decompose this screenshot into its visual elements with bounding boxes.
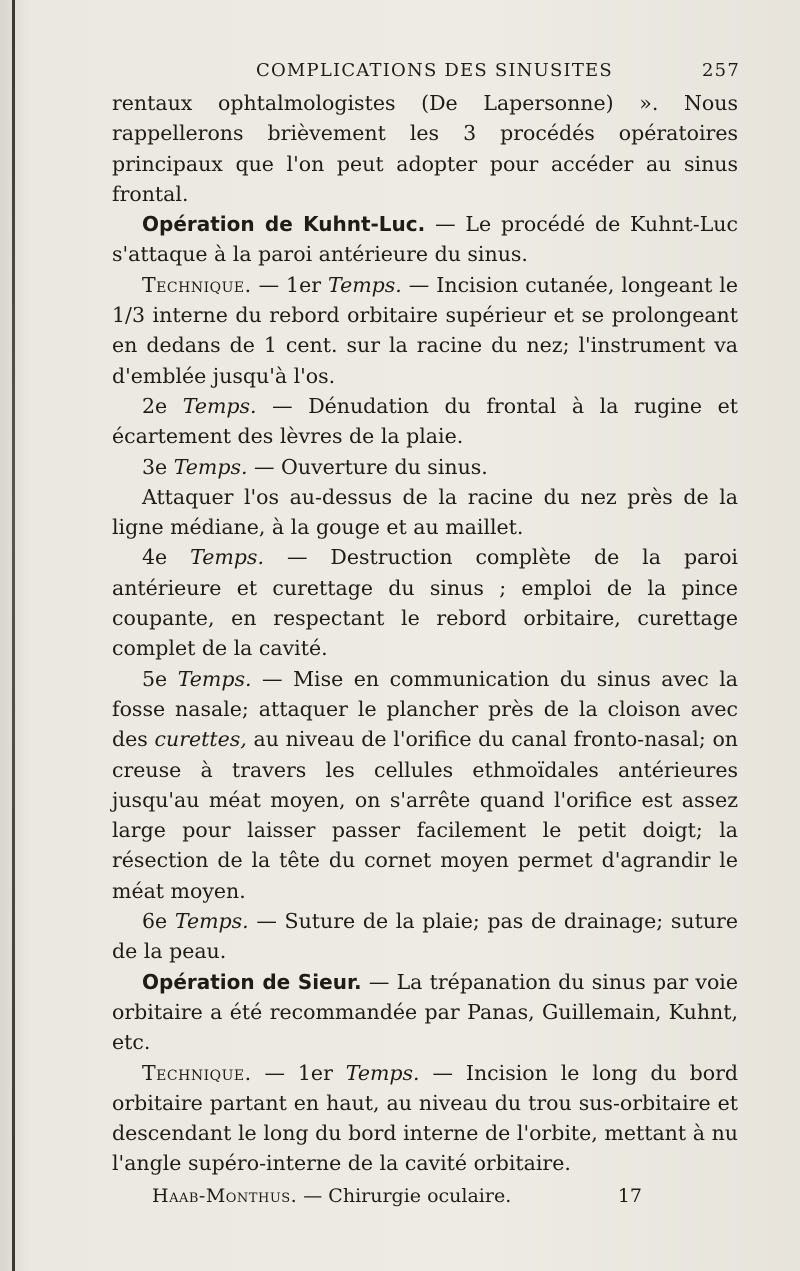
step-label: Temps. — [328, 272, 402, 297]
page-number: 257 — [702, 60, 740, 81]
paragraph-attaquer: Attaquer l'os au-dessus de la racine du nez près de la ligne médiane, à la gouge et au maillet. — [112, 484, 738, 540]
paragraph-technique-1 — [112, 270, 738, 391]
paragraph-sieur — [112, 967, 738, 1058]
paragraph-temps-2 — [112, 391, 738, 452]
paragraph-text: — Incision cutanée, longeant le 1/3 interne du rebord orbitaire supérieur et se prolongeant en dedans de 1 cent. sur la racine du nez; l'instrument va d'emblée jusqu'à l'os. — [112, 272, 738, 388]
section-heading-kuhnt-luc: Opération de Kuhnt-Luc. — [142, 212, 426, 237]
paragraph-text: — Destruction complète de la paroi antérieure et curettage du sinus ; emploi de la pince coupante, en respectant le rebord orbitaire, curettage complet de la cavité. — [112, 545, 738, 661]
step-number: — 1er — [251, 272, 329, 297]
paragraph-temps-4 — [112, 542, 738, 663]
step-number: 2e — [142, 393, 183, 418]
step-number: 4e — [142, 545, 191, 570]
paragraph-text: — Mise en communication du sinus avec la fosse nasale; attaquer le plancher près de la cloison avec des — [112, 666, 738, 752]
running-header — [110, 56, 740, 88]
paragraph-text: — Incision le long du bord orbitaire partant en haut, au niveau du trou sus-orbitaire et descendant le long du bord interne de l'orbite, mettant à nu l'angle supéro-interne de la cavité orbitaire. — [112, 1060, 739, 1176]
paragraph-technique-2 — [112, 1058, 738, 1179]
body-text — [112, 88, 738, 1211]
running-title: COMPLICATIONS DES SINUSITES — [256, 60, 613, 81]
technique-label: Technique. — [142, 272, 252, 297]
paragraph-text: — Le procédé de Kuhnt-Luc s'attaque à la paroi antérieure du sinus. — [112, 212, 738, 267]
paragraph-temps-5 — [112, 664, 738, 906]
paragraph-1: rentaux ophtalmologistes (De Lapersonne) ». Nous rappellerons brièvement les 3 procédés opératoires principaux que l'on peut adopter pour accéder au sinus frontal. — [112, 91, 738, 206]
footer — [112, 1181, 738, 1211]
paragraph-kuhnt-luc — [112, 209, 738, 270]
paragraph-text: — Ouverture du sinus. — [247, 454, 488, 479]
italic-term: curettes, — [154, 727, 247, 752]
step-label: Temps. — [177, 666, 252, 691]
step-label: Temps. — [173, 454, 248, 479]
paragraph-text: — Suture de la plaie; pas de drainage; suture de la peau. — [112, 909, 738, 964]
step-number: 3e — [142, 454, 174, 479]
step-number: — 1er — [251, 1060, 346, 1085]
step-label: Temps. — [174, 909, 249, 934]
paragraph-temps-6 — [112, 906, 738, 967]
paragraph-text: — La trépanation du sinus par voie orbitaire a été recommandée par Panas, Guillemain, Kuhnt, etc. — [112, 969, 738, 1055]
paragraph-temps-3 — [112, 452, 738, 482]
binding-gutter — [12, 0, 15, 1271]
section-heading-sieur: Opération de Sieur. — [142, 969, 362, 994]
footer-title: — Chirurgie oculaire. — [297, 1184, 512, 1207]
footer-author: Haab-Monthus. — [152, 1184, 298, 1207]
step-number: 5e — [142, 666, 178, 691]
technique-label: Technique. — [142, 1060, 252, 1085]
paragraph-text: — Dénudation du frontal à la rugine et écartement des lèvres de la plaie. — [112, 393, 738, 449]
signature-mark: 17 — [617, 1184, 642, 1207]
step-number: 6e — [142, 909, 175, 934]
step-label: Temps. — [345, 1060, 420, 1085]
step-label: Temps. — [190, 545, 264, 570]
paragraph-text: au niveau de l'orifice du canal fronto-nasal; on creuse à travers les cellules ethmoïdales antérieures jusqu'au méat moyen, on s'arrête quand l'orifice est assez large pour laisser passer facilement le petit doigt; la résection de la tête du cornet moyen permet d'agrandir le méat moyen. — [112, 727, 738, 903]
step-label: Temps. — [182, 393, 257, 418]
